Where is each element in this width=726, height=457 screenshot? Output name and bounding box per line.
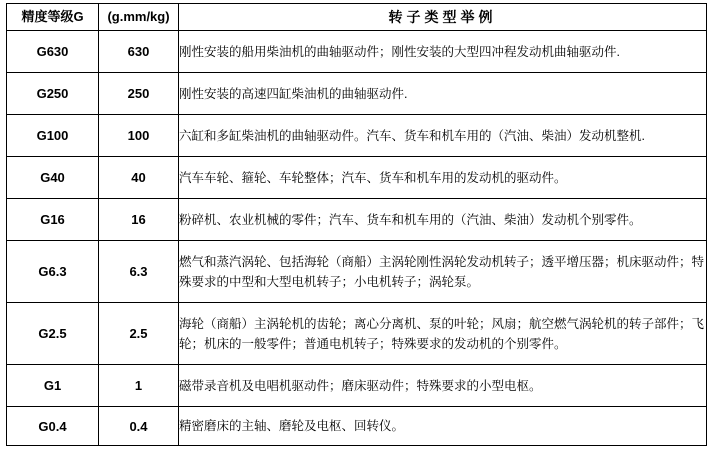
balance-grade-table: [6, 3, 707, 446]
cell-description: 刚性安装的高速四缸柴油机的曲轴驱动件.: [179, 73, 707, 115]
table-header-row: [7, 4, 707, 31]
cell-grade: G630: [7, 31, 99, 73]
cell-value: 16: [99, 199, 179, 241]
table-row: [7, 365, 707, 407]
cell-value: 630: [99, 31, 179, 73]
cell-description: 刚性安装的船用柴油机的曲轴驱动件；刚性安装的大型四冲程发动机曲轴驱动件.: [179, 31, 707, 73]
cell-description: 粉碎机、农业机械的零件；汽车、货车和机车用的（汽油、柴油）发动机个别零件。: [179, 199, 707, 241]
table-row: [7, 157, 707, 199]
header-value: (g.mm/kg): [99, 4, 179, 31]
cell-value: 6.3: [99, 241, 179, 303]
cell-description: 六缸和多缸柴油机的曲轴驱动件。汽车、货车和机车用的（汽油、柴油）发动机整机.: [179, 115, 707, 157]
cell-grade: G0.4: [7, 407, 99, 446]
cell-value: 250: [99, 73, 179, 115]
cell-grade: G6.3: [7, 241, 99, 303]
cell-description: 海轮（商船）主涡轮机的齿轮；离心分离机、泵的叶轮；风扇；航空燃气涡轮机的转子部件；飞轮；机床的一般零件；普通电机转子；特殊要求的发动机的个别零件。: [179, 303, 707, 365]
header-grade: 精度等级G: [7, 4, 99, 31]
cell-value: 100: [99, 115, 179, 157]
table-row: [7, 241, 707, 303]
cell-grade: G40: [7, 157, 99, 199]
cell-description: 磁带录音机及电唱机驱动件；磨床驱动件；特殊要求的小型电枢。: [179, 365, 707, 407]
cell-grade: G2.5: [7, 303, 99, 365]
cell-value: 1: [99, 365, 179, 407]
table-row: [7, 199, 707, 241]
cell-value: 2.5: [99, 303, 179, 365]
cell-grade: G100: [7, 115, 99, 157]
cell-value: 40: [99, 157, 179, 199]
table-row: [7, 31, 707, 73]
cell-grade: G250: [7, 73, 99, 115]
table-row: [7, 73, 707, 115]
cell-description: 汽车车轮、箍轮、车轮整体；汽车、货车和机车用的发动机的驱动件。: [179, 157, 707, 199]
cell-grade: G16: [7, 199, 99, 241]
table-row: [7, 115, 707, 157]
cell-value: 0.4: [99, 407, 179, 446]
table-row: [7, 407, 707, 446]
table-row: [7, 303, 707, 365]
header-description: 转子类型举例: [179, 4, 707, 31]
cell-grade: G1: [7, 365, 99, 407]
cell-description: 燃气和蒸汽涡轮、包括海轮（商船）主涡轮刚性涡轮发动机转子；透平增压器；机床驱动件；特殊要求的中型和大型电机转子；小电机转子；涡轮泵。: [179, 241, 707, 303]
cell-description: 精密磨床的主轴、磨轮及电枢、回转仪。: [179, 407, 707, 446]
